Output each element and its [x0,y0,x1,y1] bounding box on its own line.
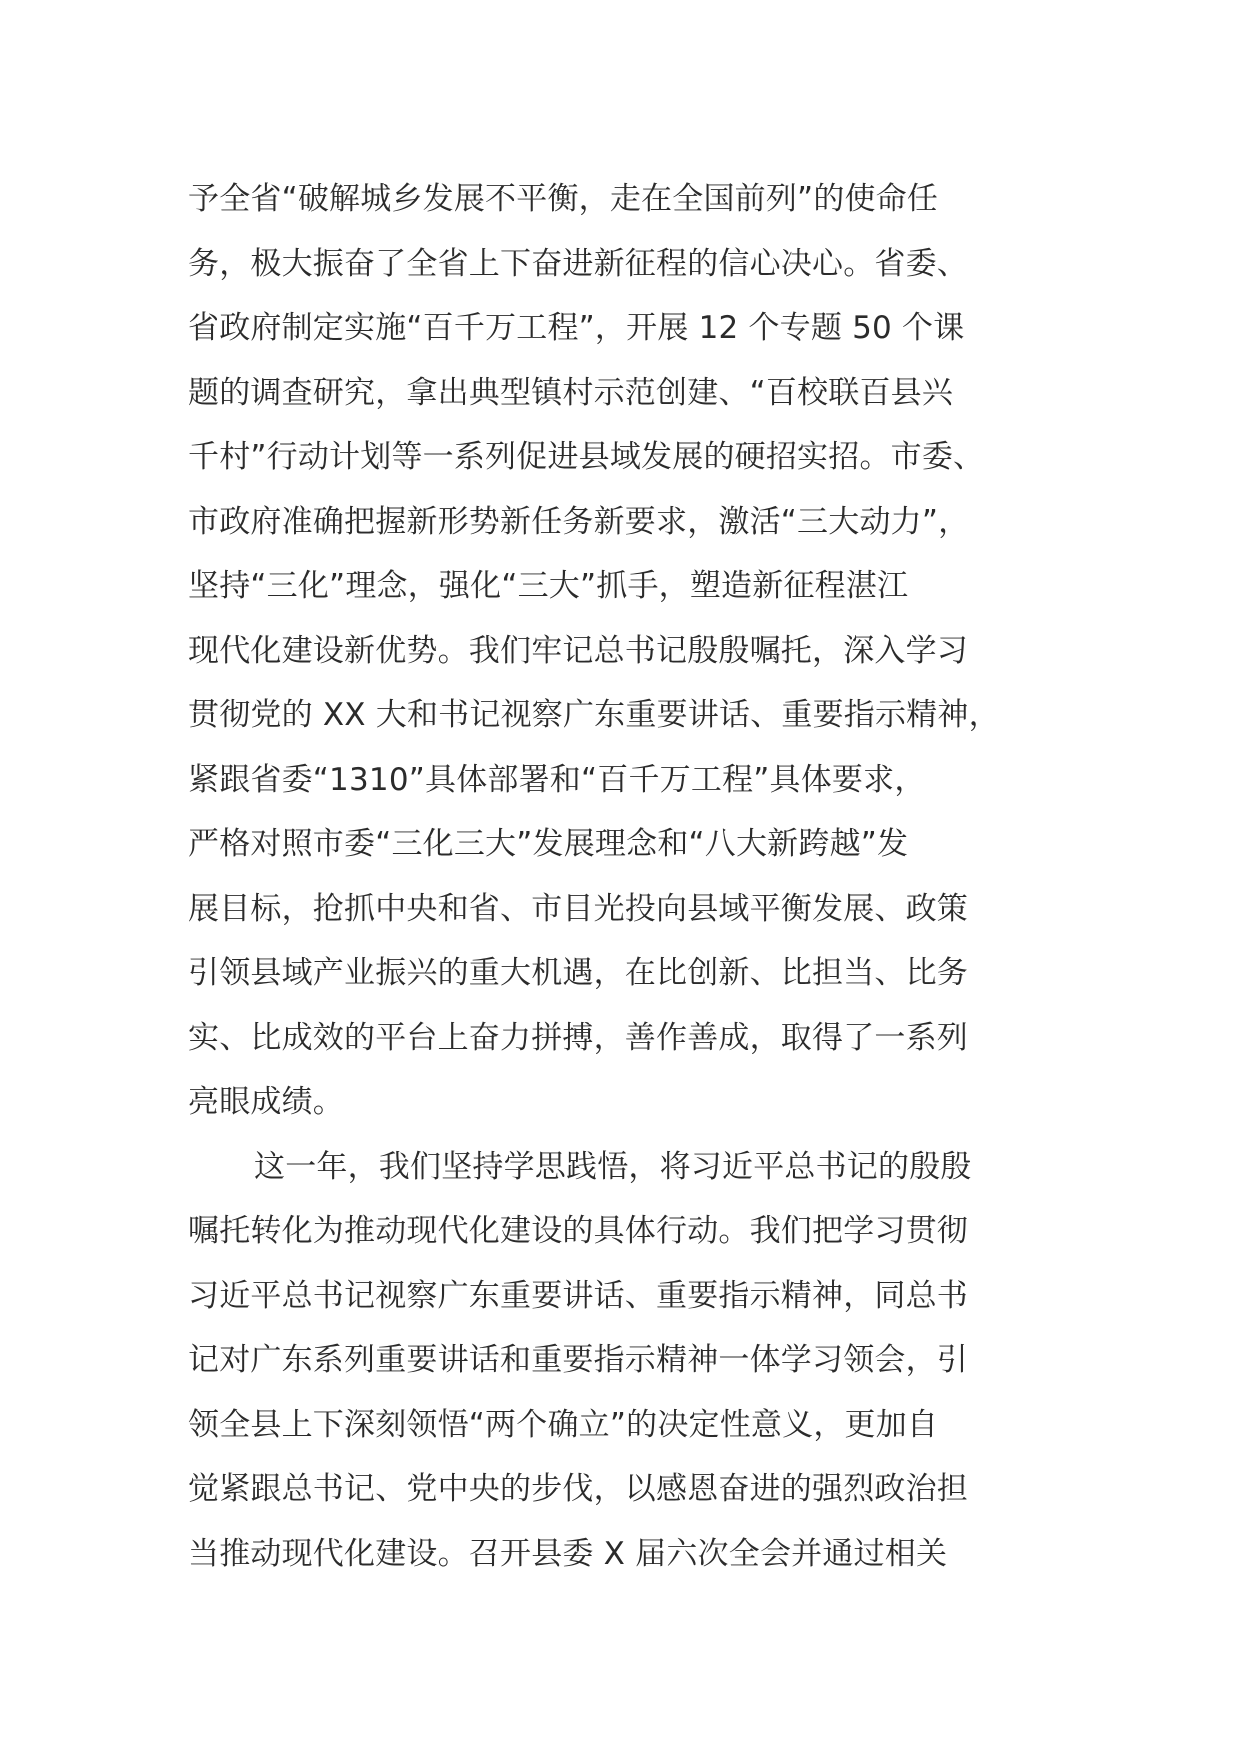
paragraph-line: 习近平总书记视察广东重要讲话、重要指示精神，同总书 [188,1277,968,1314]
paragraph-2 [188,1135,1068,1587]
paragraph-first-line: 这一年，我们坚持学思践悟，将习近平总书记的殷殷 [254,1148,972,1185]
paragraph-line: 展目标，抢抓中央和省、市目光投向县域平衡发展、政策 [188,890,968,927]
paragraph-line: 嘱托转化为推动现代化建设的具体行动。我们把学习贯彻 [188,1213,968,1249]
paragraph-line: 实、比成效的平台上奋力拼搏，善作善成，取得了一系列 [188,1019,968,1056]
paragraph-line: 亮眼成绩。 [188,1084,344,1120]
paragraph-line: 当推动现代化建设。召开县委 X 届六次全会并通过相关 [188,1535,948,1572]
paragraph-line: 题的调查研究，拿出典型镇村示范创建、“百校联百县兴 [188,374,954,411]
paragraph-line: 务，极大振奋了全省上下奋进新征程的信心决心。省委、 [188,245,968,282]
paragraph-line: 严格对照市委“三化三大”发展理念和“八大新跨越”发 [188,826,909,862]
paragraph-line: 记对广东系列重要讲话和重要指示精神一体学习领会，引 [188,1342,968,1378]
paragraph-line: 引领县域产业振兴的重大机遇，在比创新、比担当、比务 [188,955,968,991]
paragraph-line: 坚持“三化”理念，强化“三大”抓手，塑造新征程湛江 [188,568,909,604]
paragraph-line: 省政府制定实施“百千万工程”，开展 12 个专题 50 个课 [188,310,965,346]
paragraph-line: 千村”行动计划等一系列促进县域发展的硬招实招。市委、 [188,439,985,475]
body-text [188,167,1068,1586]
paragraph-line: 紧跟省委“1310”具体部署和“百千万工程”具体要求， [188,761,926,798]
paragraph-1 [188,167,1068,1135]
paragraph-line: 市政府准确把握新形势新任务新要求，激活“三大动力”， [188,503,970,540]
paragraph-line: 现代化建设新优势。我们牢记总书记殷殷嘱托，深入学习 [188,632,968,669]
paragraph-line: 觉紧跟总书记、党中央的步伐，以感恩奋进的强烈政治担 [188,1471,968,1507]
paragraph-line: 予全省“破解城乡发展不平衡，走在全国前列”的使命任 [188,181,939,217]
paragraph-line: 领全县上下深刻领悟“两个确立”的决定性意义，更加自 [188,1406,939,1443]
paragraph-line: 贯彻党的 XX 大和书记视察广东重要讲话、重要指示精神， [188,697,1000,733]
